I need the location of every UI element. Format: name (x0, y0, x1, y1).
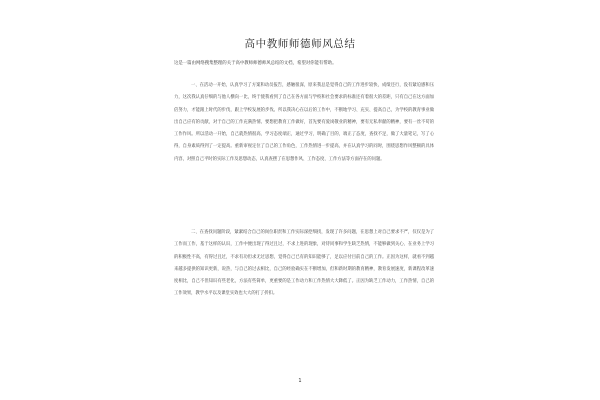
document-intro: 这是一篇由网络搜集整理的关于高中教师师德师风总结的文档，希望对你能有帮助。 (174, 61, 337, 66)
document-title: 高中教师师德师风总结 (244, 38, 356, 50)
paragraph-2: 二、在查找问题阶段，紧紧结合自己的岗位职责和工作实际深挖细找，发现了许多问题，在思想上对自己要求不严，仅仅是为了工作而工作，基于这样的认识，工作中便出现了得过且过，不求上进的现象，对待同事和学生缺乏热情，不能够做到关心、在业务上学习的积极性不高，有得过且过，不求有功但求无过思想，觉得自己已有的知识能够了，足以应付目前自己的工作。正因为这样，就看不到越来越多提供的知识更新，说热，与自己的过去相比，自己的经验确实在不断增加，但和新时期的教育精神，教育发展速度，新课程改革速度相比，自己不但知识有些老化，方法有些简单，更重要的是工作动力和工作热情大大降低了。正因为缺乏工作动力，工作热情，自己的工作效果，教学水平以及课堂实效也大大的打了折扣。 (174, 230, 434, 297)
paragraph-1: 一、在活动一开始，认真学习了方案和动员报告，感触很深，原来我总是觉得自己的工作进步较快，成绩还行，没有紧迫感和压力，这次我认真仔细的与他人横向一比，终于使我看到了自己在各方面与学校和社会要求的标准还有着很大的差距，只有自己在这方面加倍努力，才能跟上时代的步伐，跟上学校发展的步伐。所以我决心在以后的工作中，不断地学习、充实、提高自己，为学校的教育事业做出自己应有的贡献，对于自己的工作充满热情。要想把教育工作做好，首先要有爱岗敬业的精神，要有无私奉献的精神，要有一丝不苟的工作作风。所以活动一开始，自己就热情很高，学习态度端正，通过学习，明确了目的，端正了态度，查找不足，做了大量笔记，写了心得，自身素质得到了一定提高。重新审视定位了自己的工作角色，工作热情进一步提高，并在认真学习的同时，围绕思想作风整顿的具体内容，对照自己平时的实际工作及思想动态，认真查摆了在思想作风、工作态度、工作方法等方面存在的问题。 (174, 83, 434, 162)
page-number: 1 (298, 378, 302, 384)
